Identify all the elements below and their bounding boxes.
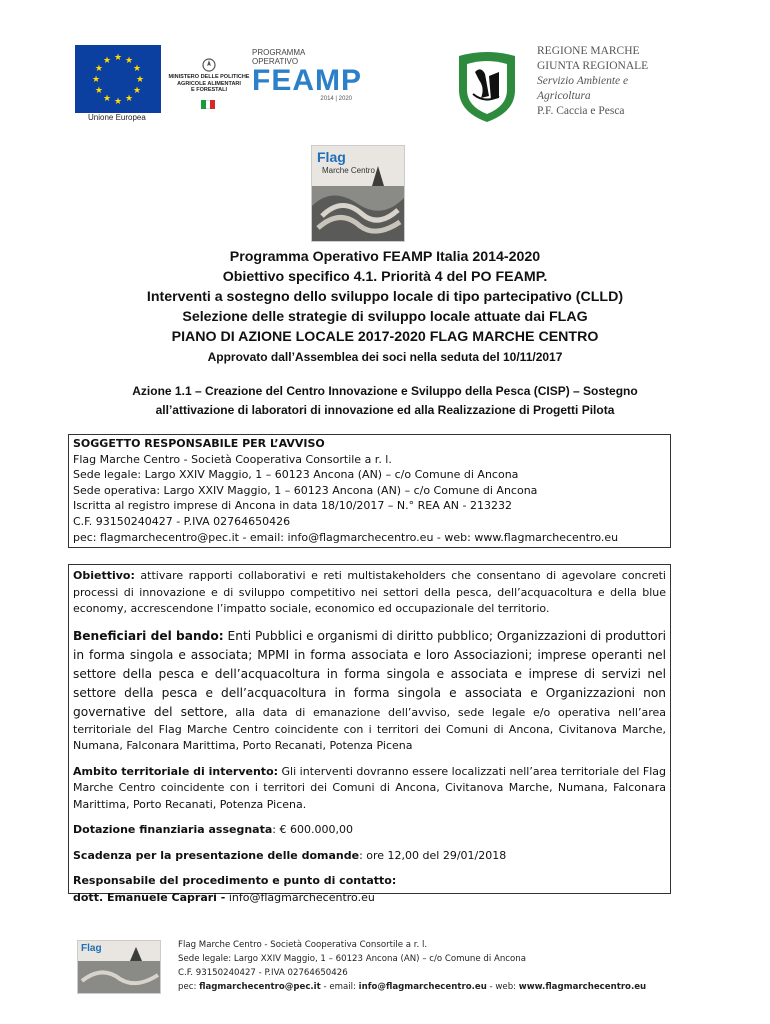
contact-email: info@flagmarchecentro.eu bbox=[225, 890, 375, 904]
contact-label: Responsabile del procedimento e punto di contatto: bbox=[73, 874, 397, 887]
footer-email-link[interactable]: info@flagmarchecentro.eu bbox=[358, 982, 487, 992]
funding-paragraph bbox=[73, 822, 666, 839]
feamp-wordmark: FEAMP bbox=[252, 64, 362, 97]
region-office: P.F. Caccia e Pesca bbox=[537, 105, 625, 117]
title-line-3: Interventi a sostegno dello sviluppo locale di tipo partecipativo (CLLD) bbox=[146, 289, 624, 305]
region-council: GIUNTA REGIONALE bbox=[537, 60, 649, 72]
action-line-2: all’attivazione di laboratori di innovazione ed alla Realizzazione di Progetti Pilota bbox=[155, 403, 615, 417]
responsible-tax: C.F. 93150240427 - P.IVA 02764650426 bbox=[73, 514, 291, 528]
contact-paragraph bbox=[73, 873, 666, 906]
eu-star: ★ bbox=[102, 94, 112, 105]
footer-web-label: - web: bbox=[486, 982, 519, 992]
eu-star: ★ bbox=[133, 86, 142, 96]
eu-stars-icon bbox=[75, 45, 161, 113]
footer-flag-logo bbox=[77, 940, 161, 994]
flag-logo-sub: Marche Centro bbox=[322, 166, 375, 175]
footer-contacts bbox=[178, 980, 646, 994]
deadline-paragraph bbox=[73, 848, 666, 865]
title-line-2: Obiettivo specifico 4.1. Priorità 4 del PO FEAMP. bbox=[222, 269, 548, 285]
beneficiaries-text: Enti Pubblici e organismi di diritto pubblico; Organizzazioni di produttori in forma singola e associata; MPMI in forma associata e loro Associazioni; imprese operanti nel settore della pesca e dell’acquacoltura in forma singola e associata e imprese di servizi nel settore della pesca e dell’acquacoltura in forma singola e associata e Organizzazioni non governative del settore, bbox=[73, 628, 666, 719]
eu-star: ★ bbox=[124, 94, 134, 105]
action-line-1: Azione 1.1 – Creazione del Centro Innovazione e Sviluppo della Pesca (CISP) – Sostegno bbox=[132, 384, 638, 398]
deadline-value: : ore 12,00 del 29/01/2018 bbox=[359, 848, 507, 862]
responsible-operational-seat: Sede operativa: Largo XXIV Maggio, 1 – 60123 Ancona (AN) – c/o Comune di Ancona bbox=[73, 483, 538, 497]
footer-text bbox=[178, 938, 646, 994]
beneficiaries-label: Beneficiari del bando: bbox=[73, 628, 224, 643]
scope-text: Gli interventi dovranno essere localizzati nell’area territoriale del Flag Marche Centro coincidente con i territori dei Comuni di Ancona, Civitanova Marche, Numana, Falconara Marittima, Porto Recanati, Potenza Picena. bbox=[73, 764, 666, 811]
footer-email-label: - email: bbox=[320, 982, 359, 992]
footer-line-2: Sede legale: Largo XXIV Maggio, 1 – 60123 Ancona (AN) – c/o Comune di Ancona bbox=[178, 954, 526, 964]
footer-line-3: C.F. 93150240427 - P.IVA 02764650426 bbox=[178, 968, 348, 978]
objective-text: attivare rapporti collaborativi e reti multistakeholders che consentano di agevolare concreti processi di innovazione e di sviluppo competitivo nei settori della pesca, dell’acquacoltura e della blue economy, accrescendone l’impatto sociale, economico ed occupazionale del territorio. bbox=[73, 569, 666, 615]
eu-star: ★ bbox=[102, 55, 112, 66]
feamp-logo bbox=[252, 48, 362, 108]
beneficiaries-paragraph bbox=[73, 627, 666, 755]
feamp-years: 2014 | 2020 bbox=[320, 96, 352, 102]
region-service-cont: Agricoltura bbox=[537, 90, 591, 102]
objective-paragraph bbox=[73, 568, 666, 618]
deadline-label: Scadenza per la presentazione delle domande bbox=[73, 848, 360, 862]
footer-line-1: Flag Marche Centro - Società Cooperativa Consortile a r. l. bbox=[178, 940, 428, 950]
footer-logo-word: Flag bbox=[81, 943, 102, 954]
italian-emblem-icon bbox=[166, 56, 252, 74]
scope-label: Ambito territoriale di intervento: bbox=[73, 764, 279, 778]
flag-logo-word: Flag bbox=[317, 149, 346, 165]
region-service: Servizio Ambiente e bbox=[537, 75, 629, 87]
document-titles bbox=[0, 247, 770, 420]
footer-pec-link[interactable]: flagmarchecentro@pec.it bbox=[199, 982, 321, 992]
action-title bbox=[0, 382, 770, 420]
title-line-5: PIANO DI AZIONE LOCALE 2017-2020 FLAG MARCHE CENTRO bbox=[171, 329, 599, 345]
eu-star: ★ bbox=[91, 75, 101, 85]
scope-paragraph bbox=[73, 764, 666, 814]
ministry-text: MINISTERO DELLE POLITICHE AGRICOLE ALIMENTARI E FORESTALI bbox=[168, 74, 250, 94]
eu-star: ★ bbox=[133, 64, 142, 74]
details-box bbox=[68, 564, 671, 904]
contact-name: dott. Emanuele Caprari - bbox=[73, 890, 226, 904]
funding-label: Dotazione finanziaria assegnata bbox=[73, 823, 273, 836]
flag-marche-centro-logo bbox=[311, 145, 405, 242]
regione-marche-shield-icon bbox=[455, 50, 519, 124]
footer-pec-label: pec: bbox=[178, 982, 200, 992]
beneficiaries-text-cont: alla data di emanazione dell’avviso, sede legale e/o operativa nell’area territoriale del Flag Marche Centro coincidente con i territori dei Comuni di Ancona, Civitanova Marche, Numana, Falconara Marittima, Porto Recanati, Potenza Picena bbox=[73, 705, 666, 752]
responsible-registry: Iscritta al registro imprese di Ancona in data 18/10/2017 – N.° REA AN - 213232 bbox=[73, 499, 512, 513]
eu-star: ★ bbox=[94, 86, 103, 96]
feamp-program-label: PROGRAMMA OPERATIVO bbox=[252, 48, 305, 66]
eu-star: ★ bbox=[94, 64, 103, 74]
responsible-legal-seat: Sede legale: Largo XXIV Maggio, 1 – 60123 Ancona (AN) – c/o Comune di Ancona bbox=[73, 468, 519, 482]
responsible-box bbox=[68, 434, 671, 548]
title-line-4: Selezione delle strategie di sviluppo locale attuate dai FLAG bbox=[182, 309, 588, 325]
title-line-1: Programma Operativo FEAMP Italia 2014-2020 bbox=[229, 249, 541, 265]
funding-value: : € 600.000,00 bbox=[272, 823, 353, 836]
approval-line: Approvato dall’Assemblea dei soci nella seduta del 10/11/2017 bbox=[207, 350, 563, 364]
responsible-heading: SOGGETTO RESPONSABILE PER L’AVVISO bbox=[73, 437, 325, 450]
region-header-text bbox=[537, 44, 648, 119]
italian-flag-icon bbox=[201, 100, 215, 109]
objective-label: Obiettivo: bbox=[73, 569, 135, 582]
footer-web-link[interactable]: www.flagmarchecentro.eu bbox=[518, 982, 647, 992]
eu-star: ★ bbox=[113, 53, 123, 63]
eu-star: ★ bbox=[135, 75, 145, 85]
responsible-contacts: pec: flagmarchecentro@pec.it - email: info@flagmarchecentro.eu - web: www.flagmarchecentro.eu bbox=[73, 530, 619, 544]
eu-star: ★ bbox=[124, 55, 134, 66]
eu-caption: Unione Europea bbox=[88, 113, 146, 122]
eu-star: ★ bbox=[113, 97, 123, 107]
region-name: REGIONE MARCHE bbox=[537, 45, 640, 57]
eu-flag-logo bbox=[75, 45, 161, 113]
responsible-name: Flag Marche Centro - Società Cooperativa Consortile a r. l. bbox=[73, 452, 392, 466]
